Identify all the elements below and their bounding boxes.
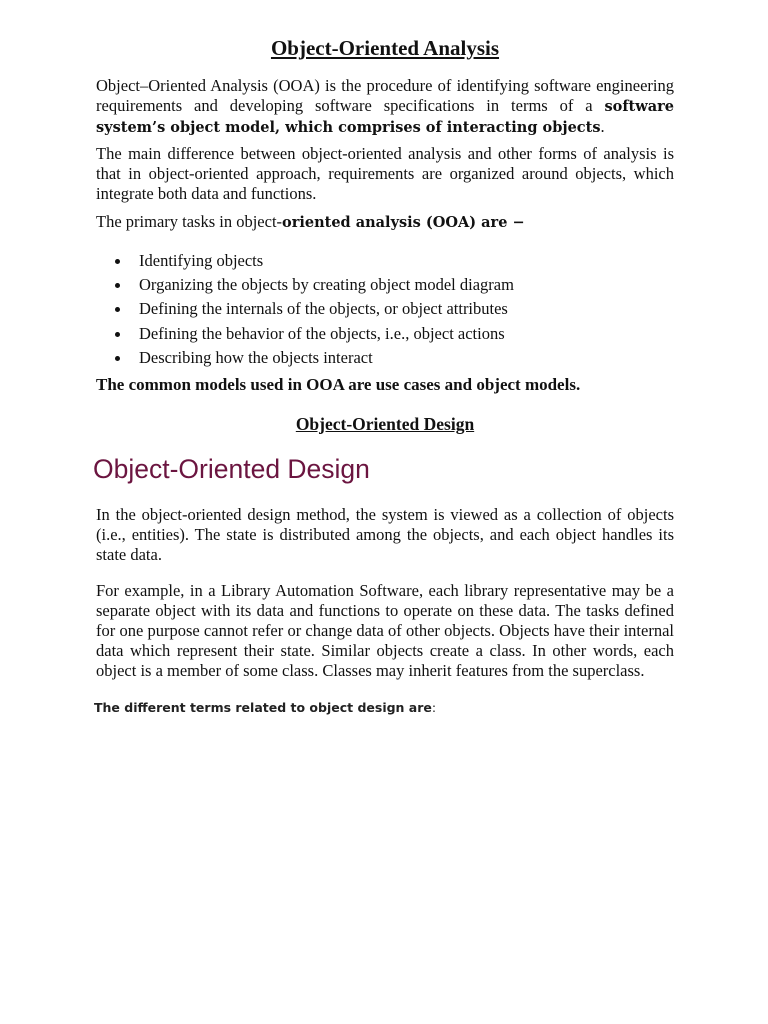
ooa-tasks-list <box>96 249 674 370</box>
list-item-text: Organizing the objects by creating object model diagram <box>139 275 514 295</box>
ood-terms-intro <box>94 700 674 716</box>
list-item <box>96 346 674 370</box>
ood-example-paragraph: For example, in a Library Automation Software, each library representative may be a separate object with its data and functions to operate on these data. The tasks defined for one purpose cannot refer or change data of other objects. Objects have their internal data which represent their state. Similar objects create a class. In other words, each object is a member of some class. Classes may inherit features from the superclass. <box>96 581 674 680</box>
bullet-icon <box>115 332 120 337</box>
list-item-text: Identifying objects <box>139 251 264 270</box>
ood-subtitle: Object-Oriented Design <box>295 414 475 435</box>
ood-terms-intro-bold: The different terms related to object design are <box>94 700 432 716</box>
ood-method-paragraph: In the object-oriented design method, the system is viewed as a collection of objects (i.e., entities). The state is distributed among the objects, and each object handles its state data. <box>96 505 674 564</box>
ooa-definition-text: Object–Oriented Analysis (OOA) is the procedure of identifying software engineering requirements and developing software specifications in terms of a <box>96 76 674 115</box>
list-item <box>96 322 674 346</box>
bullet-icon <box>115 259 120 264</box>
ooa-title: Object-Oriented Analysis <box>270 36 500 60</box>
ooa-definition-emphasis: software system’s object model, which comprises of interacting objects <box>96 98 674 136</box>
bullet-icon <box>115 307 120 312</box>
ooa-definition-paragraph <box>96 76 674 138</box>
bullet-icon <box>115 356 120 361</box>
ooa-difference-paragraph: The main difference between object-oriented analysis and other forms of analysis is that in object-oriented approach, requirements are organized around objects, which integrate both data and functions. <box>96 144 674 203</box>
ooa-tasks-intro-text: The primary tasks in object- <box>96 212 283 231</box>
list-item-text: Describing how the objects interact <box>139 347 373 367</box>
ooa-tasks-intro-emphasis: oriented analysis (OOA) are − <box>282 214 525 231</box>
bullet-icon <box>115 283 120 288</box>
ood-terms-intro-colon: : <box>431 700 437 716</box>
ood-heading: Object-Oriented Design <box>93 454 370 485</box>
ooa-tasks-intro <box>96 212 674 233</box>
list-item <box>96 249 674 273</box>
ooa-summary: The common models used in OOA are use cases and object models. <box>96 375 581 395</box>
ooa-definition-period: . <box>600 117 605 136</box>
list-item-text: Defining the internals of the objects, or object attributes <box>139 299 508 319</box>
list-item <box>96 297 674 321</box>
list-item-text: Defining the behavior of the objects, i.e., object actions <box>139 323 505 343</box>
list-item <box>96 273 674 297</box>
